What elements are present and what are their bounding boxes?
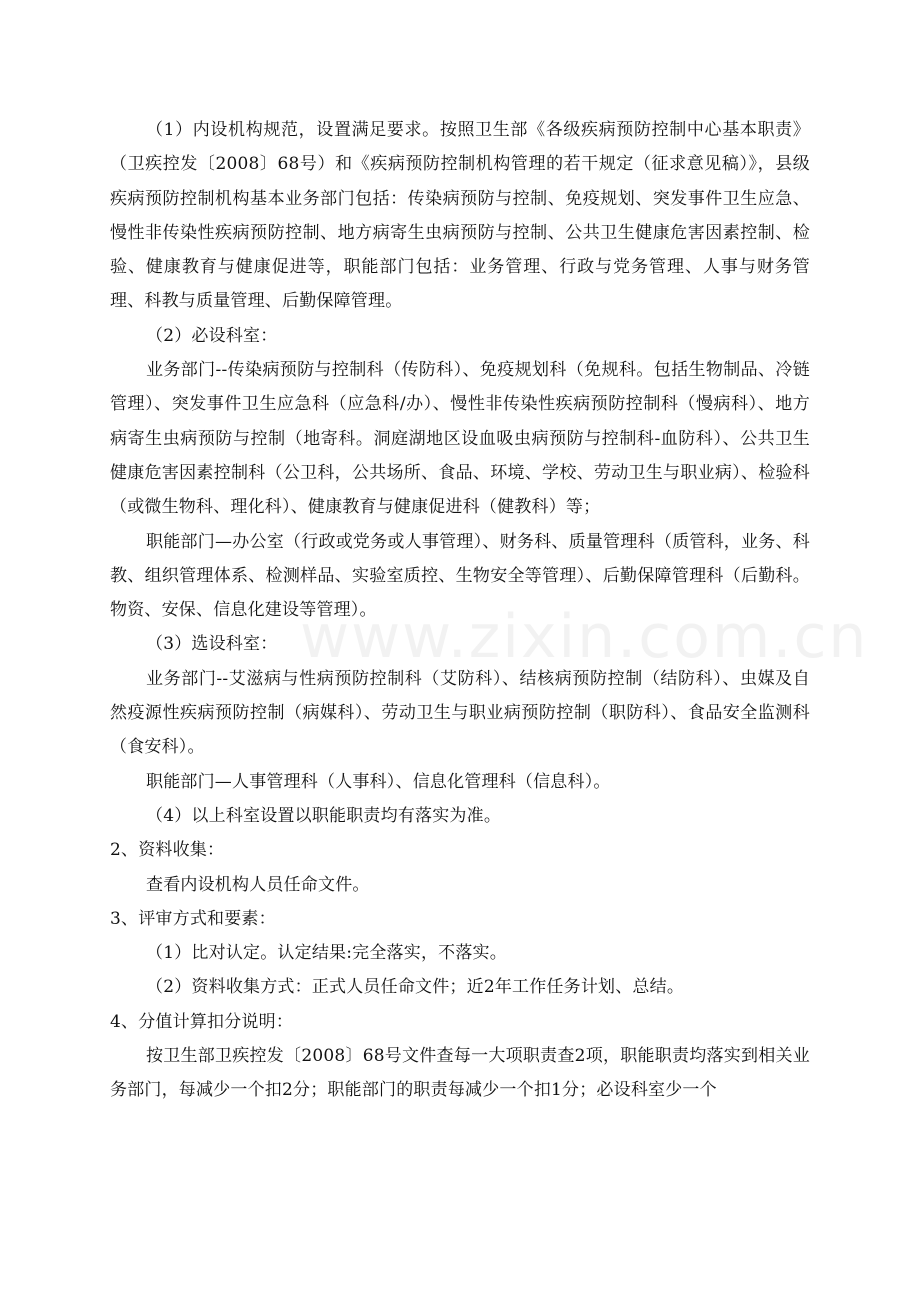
paragraph-6: 业务部门--艾滋病与性病预防控制科（艾防科）、结核病预防控制（结防科）、虫媒及自然疫源性疾病预防控制（病媒科）、劳动卫生与职业病预防控制（职防科）、食品安全监测科（食安科）。 [110, 668, 810, 758]
section-heading-2: 2、资料收集： [110, 840, 225, 861]
paragraph-5: （3）选设科室： [146, 634, 278, 655]
paragraph-3: 业务部门--传染病预防与控制科（传防科）、免疫规划科（免规科。包括生物制品、冷链管理）、突发事件卫生应急科（应急科/办）、慢性非传染性疾病预防控制科（慢病科）、地方病寄生虫病预防与控制（地寄科。洞庭湖地区设血吸虫病预防与控制科-血防科）、公共卫生健康危害因素控制科（公卫科，公共场所、食品、环境、学校、劳动卫生与职业病）、检验科（或微生物科、理化科）、健康教育与健康促进科（健教科）等； [110, 360, 810, 518]
paragraph-8: （4）以上科室设置以职能职责均有落实为准。 [146, 805, 502, 826]
document-body [110, 113, 810, 1108]
section-heading-4: 4、分值计算扣分说明： [110, 1011, 294, 1032]
paragraph-1: （1）内设机构规范，设置满足要求。按照卫生部《各级疾病预防控制中心基本职责》（卫疾控发〔2008〕68号）和《疾病预防控制机构管理的若干规定（征求意见稿）》，县级疾病预防控制机构基本业务部门包括：传染病预防与控制、免疫规划、突发事件卫生应急、慢性非传染性疾病预防控制、地方病寄生虫病预防与控制、公共卫生健康危害因素控制、检验、健康教育与健康促进等，职能部门包括：业务管理、行政与党务管理、人事与财务管理、科教与质量管理、后勤保障管理。 [110, 120, 810, 312]
paragraph-4: 职能部门—办公室（行政或党务或人事管理）、财务科、质量管理科（质管科，业务、科教、组织管理体系、检测样品、实验室质控、生物安全等管理）、后勤保障管理科（后勤科。物资、安保、信息化建设等管理）。 [110, 531, 810, 621]
section-heading-3: 3、评审方式和要素： [110, 908, 276, 929]
paragraph-9: 查看内设机构人员任命文件。 [146, 874, 370, 895]
paragraph-11: （2）资料收集方式：正式人员任命文件；近2年工作任务计划、总结。 [146, 977, 685, 998]
paragraph-10: （1）比对认定。认定结果:完全落实，不落实。 [146, 943, 507, 964]
watermark: www.zixin.com.cn [300, 602, 869, 672]
paragraph-7: 职能部门—人事管理科（人事科）、信息化管理科（信息科）。 [146, 771, 611, 792]
paragraph-2: （2）必设科室： [146, 325, 278, 346]
paragraph-12: 按卫生部卫疾控发〔2008〕68号文件查每一大项职责查2项，职能职责均落实到相关业务部门，每减少一个扣2分；职能部门的职责每减少一个扣1分；必设科室少一个 [110, 1046, 810, 1101]
